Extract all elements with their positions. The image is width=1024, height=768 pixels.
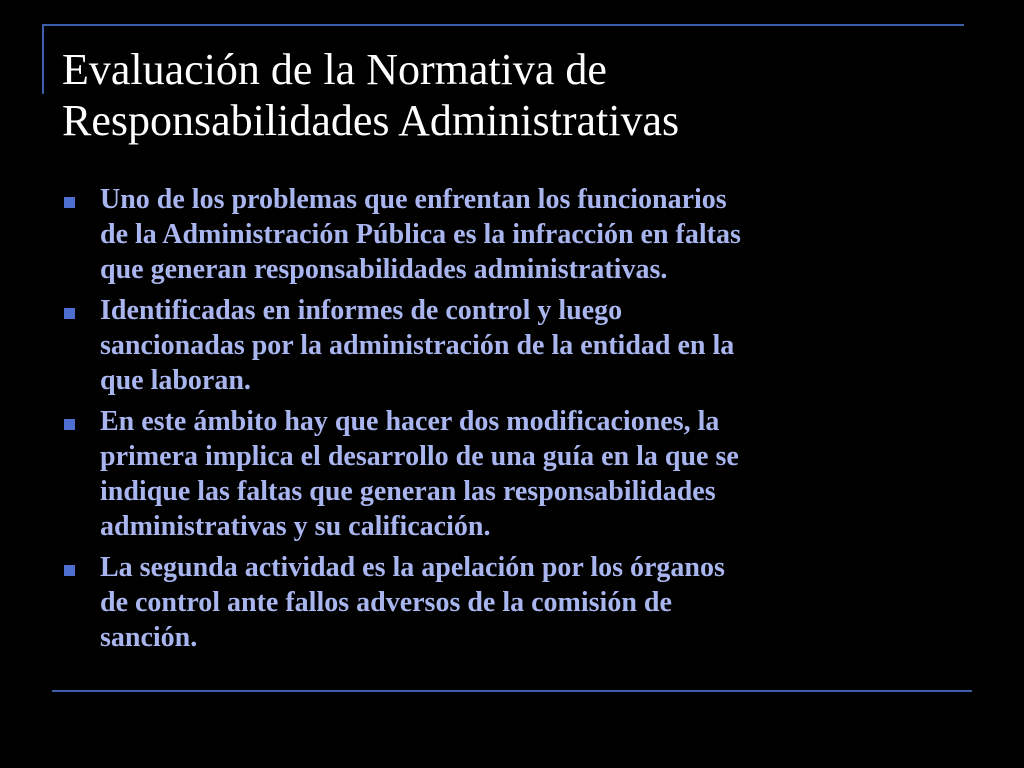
bullet-text-line: En este ámbito hay que hacer dos modificaciones, la — [100, 406, 720, 437]
left-accent-line — [42, 24, 44, 94]
bullet-text-line: que laboran. — [100, 365, 251, 396]
square-bullet-icon — [64, 419, 75, 430]
bullet-text-line: sanción. — [100, 622, 198, 653]
bullet-item — [62, 550, 962, 655]
bullet-text-line: de control ante fallos adversos de la comisión de — [100, 587, 672, 618]
bullet-list — [62, 182, 962, 661]
bullet-text-line: Uno de los problemas que enfrentan los funcionarios — [100, 184, 727, 215]
square-bullet-icon — [64, 197, 75, 208]
bullet-text-line: La segunda actividad es la apelación por los órganos — [100, 552, 725, 583]
bullet-text-line: administrativas y su calificación. — [100, 511, 491, 542]
bullet-text-line: que generan responsabilidades administrativas. — [100, 254, 668, 285]
bullet-item — [62, 182, 962, 287]
slide-title — [62, 44, 962, 146]
bullet-text-line: sancionadas por la administración de la entidad en la — [100, 330, 735, 361]
bullet-item — [62, 404, 962, 544]
bullet-item — [62, 293, 962, 398]
square-bullet-icon — [64, 565, 75, 576]
bullet-text-line: primera implica el desarrollo de una guía en la que se — [100, 441, 739, 472]
bullet-text-line: Identificadas en informes de control y luego — [100, 295, 623, 326]
square-bullet-icon — [64, 308, 75, 319]
bottom-divider-line — [52, 690, 972, 692]
bullet-text-line: de la Administración Pública es la infracción en faltas — [100, 219, 741, 250]
slide-title-line: Responsabilidades Administrativas — [62, 96, 680, 145]
top-divider-line — [42, 24, 964, 26]
bullet-text-line: indique las faltas que generan las responsabilidades — [100, 476, 716, 507]
slide-title-line: Evaluación de la Normativa de — [62, 45, 607, 94]
